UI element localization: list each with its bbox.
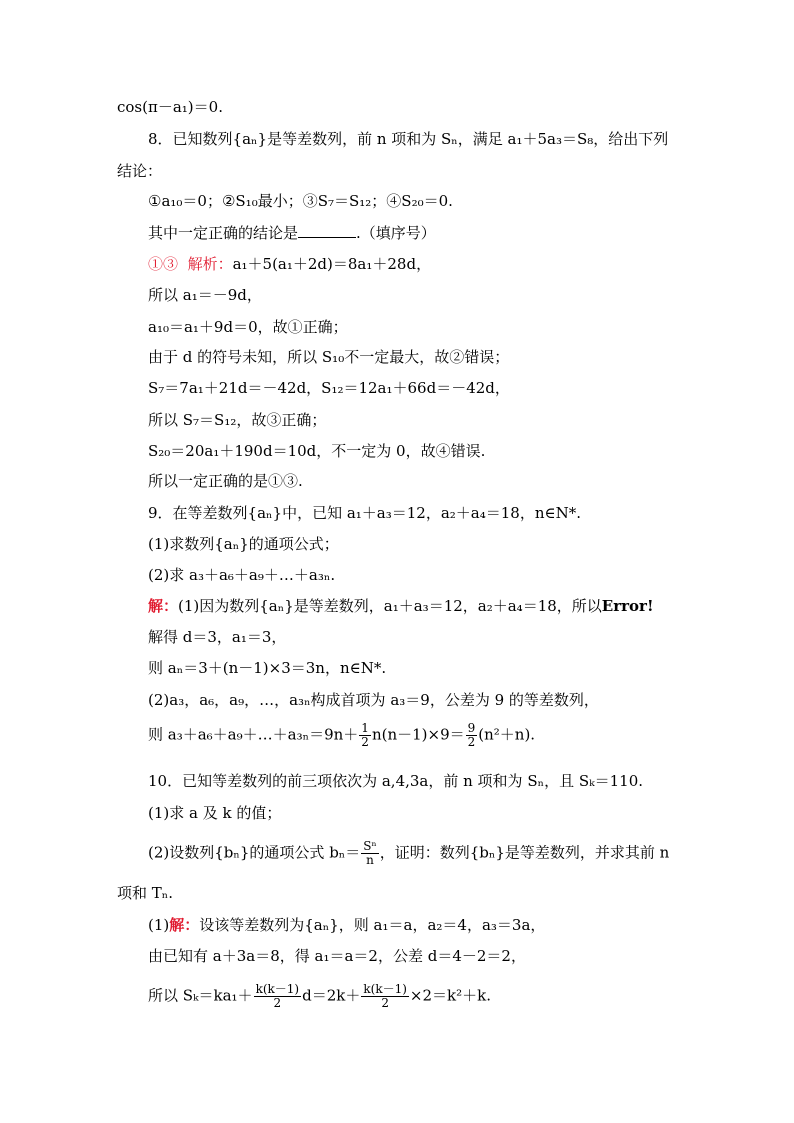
text-span: a₁₀＝a₁＋9d＝0，故①正确；	[148, 318, 348, 336]
text-span: 8．已知数列{aₙ}是等差数列，前 n 项和为 Sₙ，满足 a₁＋5a₃＝S₈，给出下列	[148, 130, 669, 148]
text-span: ×2＝k²＋k.	[409, 986, 491, 1005]
error-text: Error!	[601, 597, 654, 615]
fraction	[359, 722, 371, 749]
text-line	[148, 689, 599, 711]
text-span: 10．已知等差数列的前三项依次为 a,4,3a，前 n 项和为 Sₙ，且 Sₖ＝110.	[148, 772, 644, 790]
fraction	[361, 840, 378, 867]
text-span: (1)求数列{aₙ}的通项公式；	[148, 535, 339, 553]
fraction-denominator: 2	[361, 735, 369, 749]
answer-line	[148, 253, 431, 275]
question-8-prompt	[148, 222, 436, 244]
fraction-numerator: Sⁿ	[363, 839, 377, 853]
text-line	[148, 440, 485, 462]
fraction-numerator: 1	[361, 721, 369, 735]
text-span: 所以一定正确的是①③.	[148, 472, 303, 490]
text-line	[148, 802, 281, 824]
text-span: S₇＝7a₁＋21d＝－42d，S₁₂＝12a₁＋66d＝－42d，	[148, 379, 510, 397]
formula-line	[148, 722, 535, 749]
text-line	[117, 160, 162, 182]
fraction-numerator: 9	[467, 721, 476, 735]
question-10-stem	[148, 770, 643, 792]
text-line	[148, 470, 303, 492]
formula-line	[148, 983, 491, 1010]
text-line	[148, 626, 286, 648]
fraction-denominator: 2	[381, 996, 389, 1010]
text-span: .（填序号）	[356, 224, 436, 242]
text-span: 所以 a₁＝－9d，	[148, 286, 262, 304]
text-line	[148, 409, 326, 431]
text-span: 其中一定正确的结论是	[148, 224, 299, 242]
text-span: (1)求 a 及 k 的值；	[148, 804, 282, 822]
text-span: 9．在等差数列{aₙ}中，已知 a₁＋a₃＝12，a₂＋a₄＝18，n∈N*.	[148, 504, 581, 522]
solution-label: 解：	[148, 597, 179, 615]
text-span: 结论：	[117, 162, 163, 180]
fraction-denominator: n	[366, 853, 374, 867]
text-line	[148, 564, 335, 586]
text-span: 由于 d 的符号未知，所以 S₁₀不一定最大，故②错误；	[148, 348, 510, 366]
text-span: d＝2k＋	[302, 986, 361, 1005]
text-span: (2)a₃，a₆，a₉，…，a₃ₙ构成首项为 a₃＝9，公差为 9 的等差数列，	[148, 691, 599, 709]
fraction-denominator: 2	[273, 996, 282, 1010]
solution-line	[148, 595, 654, 617]
solution-label: 解：	[169, 916, 200, 934]
fraction-numerator: k(k－1)	[255, 982, 300, 996]
fraction-numerator: k(k－1)	[363, 982, 407, 996]
text-span: 项和 Tₙ.	[117, 884, 174, 902]
question-9-stem	[148, 502, 581, 524]
text-span: 解得 d＝3，a₁＝3，	[148, 628, 287, 646]
text-span: (n²＋n).	[478, 725, 536, 744]
text-line	[148, 316, 348, 338]
analysis-label: 解析：	[187, 255, 233, 273]
text-span: 由已知有 a＋3a＝8，得 a₁＝a＝2，公差 d＝4－2＝2，	[148, 947, 526, 965]
text-line	[117, 882, 173, 904]
text-line	[148, 945, 526, 967]
answer-text: ①③	[148, 255, 179, 273]
question-8-options	[148, 190, 453, 212]
text-span: (2)求 a₃＋a₆＋a₉＋…＋a₃ₙ.	[148, 566, 336, 584]
text-line	[148, 377, 510, 399]
question-8-stem	[148, 128, 668, 150]
solution-line	[148, 914, 545, 936]
text-span: 设该等差数列为{aₙ}，则 a₁＝a，a₂＝4，a₃＝3a，	[199, 916, 546, 934]
answer-blank	[298, 223, 356, 238]
text-line	[117, 96, 223, 118]
text-span: 所以 Sₖ＝ka₁＋	[148, 986, 253, 1005]
text-span: ①a₁₀＝0；②S₁₀最小；③S₇＝S₁₂；④S₂₀＝0.	[148, 192, 453, 210]
text-line	[148, 284, 262, 306]
text-span: ，证明：数列{bₙ}是等差数列，并求其前 n	[379, 843, 670, 862]
fraction-denominator: 2	[467, 735, 476, 749]
text-line	[148, 533, 339, 555]
text-span: 则 a₃＋a₆＋a₉＋…＋a₃ₙ＝9n＋	[148, 725, 359, 744]
text-span: 则 aₙ＝3＋(n－1)×3＝3n，n∈N*.	[148, 659, 387, 677]
fraction	[466, 722, 478, 749]
text-span: cos(π－a₁)＝0.	[117, 98, 223, 116]
text-line	[148, 657, 386, 679]
text-span: (1)因为数列{aₙ}是等差数列，a₁＋a₃＝12，a₂＋a₄＝18，所以	[178, 597, 602, 615]
fraction	[254, 983, 302, 1010]
text-span: n(n－1)×9＝	[371, 725, 465, 744]
text-span: 所以 S₇＝S₁₂，故③正确；	[148, 411, 327, 429]
fraction	[361, 983, 409, 1010]
formula-line	[148, 840, 669, 867]
text-line	[148, 346, 509, 368]
text-span: (1)	[148, 916, 170, 934]
text-span: (2)设数列{bₙ}的通项公式 bₙ＝	[148, 843, 361, 862]
text-span: a₁＋5(a₁＋2d)＝8a₁＋28d，	[232, 255, 432, 273]
text-span: S₂₀＝20a₁＋190d＝10d，不一定为 0，故④错误.	[148, 442, 486, 460]
